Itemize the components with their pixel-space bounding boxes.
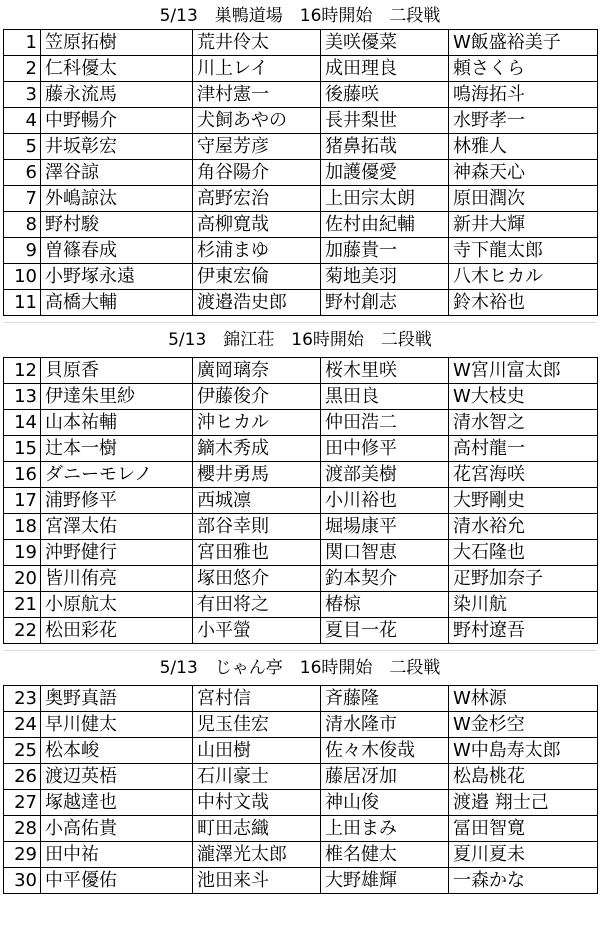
table-row (4, 212, 598, 238)
schedule-sheet (3, 3, 597, 894)
player-name-cell: 犬飼あやの (193, 108, 321, 134)
player-name-cell: 松島桃花 (449, 764, 598, 790)
match-number-cell: 12 (4, 358, 41, 384)
table-row (4, 30, 598, 56)
player-name-cell: 一森かな (449, 868, 598, 894)
table-row (4, 436, 598, 462)
player-name-cell: 渡邉 翔士己 (449, 790, 598, 816)
player-name-cell: 沖ヒカル (193, 410, 321, 436)
player-name-cell: 神山俊 (321, 790, 449, 816)
table-row (4, 842, 598, 868)
player-name-cell: 大野雄輝 (321, 868, 449, 894)
player-name-cell: 井坂彰宏 (41, 134, 193, 160)
match-number-cell: 29 (4, 842, 41, 868)
player-name-cell: 夏目一花 (321, 618, 449, 644)
player-name-cell: 宮田雅也 (193, 540, 321, 566)
match-number-cell: 14 (4, 410, 41, 436)
match-number-cell: 24 (4, 712, 41, 738)
player-name-cell: 佐村由紀輔 (321, 212, 449, 238)
player-name-cell: 野村駿 (41, 212, 193, 238)
player-name-cell: 斉藤隆 (321, 686, 449, 712)
player-name-cell: 新井大輝 (449, 212, 598, 238)
player-name-cell: 廣岡璃奈 (193, 358, 321, 384)
match-number-cell: 8 (4, 212, 41, 238)
table-row (4, 764, 598, 790)
player-name-cell: 松本峻 (41, 738, 193, 764)
player-name-cell: 水野孝一 (449, 108, 598, 134)
player-name-cell: 皆川侑亮 (41, 566, 193, 592)
table-row (4, 712, 598, 738)
match-table (3, 29, 598, 316)
player-name-cell: 加護優愛 (321, 160, 449, 186)
player-name-cell: 仲田浩二 (321, 410, 449, 436)
match-table-body (4, 30, 598, 316)
table-row (4, 186, 598, 212)
table-row (4, 290, 598, 316)
player-name-cell: 沖野健行 (41, 540, 193, 566)
player-name-cell: 長井梨世 (321, 108, 449, 134)
player-name-cell: 染川航 (449, 592, 598, 618)
player-name-cell: W大枝史 (449, 384, 598, 410)
player-name-cell: 林雅人 (449, 134, 598, 160)
player-name-cell: 山田樹 (193, 738, 321, 764)
player-name-cell: 関口智恵 (321, 540, 449, 566)
player-name-cell: 澤谷諒 (41, 160, 193, 186)
table-row (4, 358, 598, 384)
section-title: 5/13 錦江荘 16時開始 二段戦 (168, 330, 432, 350)
player-name-cell: 野村遼吾 (449, 618, 598, 644)
player-name-cell: 松田彩花 (41, 618, 193, 644)
player-name-cell: 山本祐輔 (41, 410, 193, 436)
player-name-cell: 原田潤次 (449, 186, 598, 212)
player-name-cell: 伊達朱里紗 (41, 384, 193, 410)
player-name-cell: 清水智之 (449, 410, 598, 436)
player-name-cell: 椿椋 (321, 592, 449, 618)
table-row (4, 790, 598, 816)
player-name-cell: 上田まみ (321, 816, 449, 842)
player-name-cell: 渡部美樹 (321, 462, 449, 488)
player-name-cell: 夏川夏未 (449, 842, 598, 868)
match-table-body (4, 358, 598, 644)
player-name-cell: 八木ヒカル (449, 264, 598, 290)
player-name-cell: 塚越達也 (41, 790, 193, 816)
player-name-cell: 渡邉浩史郎 (193, 290, 321, 316)
player-name-cell: 有田将之 (193, 592, 321, 618)
player-name-cell: 部谷幸則 (193, 514, 321, 540)
table-row (4, 410, 598, 436)
player-name-cell: 高村龍一 (449, 436, 598, 462)
player-name-cell: 宮澤太佑 (41, 514, 193, 540)
player-name-cell: 田中祐 (41, 842, 193, 868)
player-name-cell: 清水隆市 (321, 712, 449, 738)
table-row (4, 264, 598, 290)
player-name-cell: 菊地美羽 (321, 264, 449, 290)
player-name-cell: 櫻井勇馬 (193, 462, 321, 488)
player-name-cell: 冨田智寛 (449, 816, 598, 842)
match-number-cell: 4 (4, 108, 41, 134)
player-name-cell: 椎名健太 (321, 842, 449, 868)
match-number-cell: 18 (4, 514, 41, 540)
match-number-cell: 21 (4, 592, 41, 618)
player-name-cell: 神森天心 (449, 160, 598, 186)
player-name-cell: W飯盛裕美子 (449, 30, 598, 56)
player-name-cell: 小野塚永遠 (41, 264, 193, 290)
player-name-cell: 貝原香 (41, 358, 193, 384)
match-number-cell: 1 (4, 30, 41, 56)
table-row (4, 134, 598, 160)
match-number-cell: 13 (4, 384, 41, 410)
player-name-cell: 池田来斗 (193, 868, 321, 894)
player-name-cell: 花宮海咲 (449, 462, 598, 488)
player-name-cell: 杉浦まゆ (193, 238, 321, 264)
player-name-cell: ダニーモレノ (41, 462, 193, 488)
player-name-cell: 頼さくら (449, 56, 598, 82)
match-table-body (4, 686, 598, 894)
match-number-cell: 19 (4, 540, 41, 566)
player-name-cell: 笠原拓樹 (41, 30, 193, 56)
player-name-cell: 寺下龍太郎 (449, 238, 598, 264)
player-name-cell: W中島寿太郎 (449, 738, 598, 764)
player-name-cell: 西城凛 (193, 488, 321, 514)
player-name-cell: 浦野修平 (41, 488, 193, 514)
table-row (4, 238, 598, 264)
table-row (4, 384, 598, 410)
player-name-cell: 中平優佑 (41, 868, 193, 894)
player-name-cell: 中野暢介 (41, 108, 193, 134)
player-name-cell: 高柳寛哉 (193, 212, 321, 238)
player-name-cell: 田中修平 (321, 436, 449, 462)
table-row (4, 566, 598, 592)
player-name-cell: 児玉佳宏 (193, 712, 321, 738)
player-name-cell: W金杉空 (449, 712, 598, 738)
player-name-cell: 加藤貴一 (321, 238, 449, 264)
player-name-cell: 石川豪士 (193, 764, 321, 790)
player-name-cell: 中村文哉 (193, 790, 321, 816)
player-name-cell: 伊東宏倫 (193, 264, 321, 290)
player-name-cell: W宮川富太郎 (449, 358, 598, 384)
match-number-cell: 22 (4, 618, 41, 644)
player-name-cell: 後藤咲 (321, 82, 449, 108)
match-number-cell: 10 (4, 264, 41, 290)
player-name-cell: 荒井伶太 (193, 30, 321, 56)
player-name-cell: 渡辺英梧 (41, 764, 193, 790)
match-number-cell: 30 (4, 868, 41, 894)
player-name-cell: 外嶋諒汰 (41, 186, 193, 212)
match-number-cell: 9 (4, 238, 41, 264)
match-number-cell: 27 (4, 790, 41, 816)
player-name-cell: 鈴木裕也 (449, 290, 598, 316)
match-number-cell: 5 (4, 134, 41, 160)
player-name-cell: 高野宏治 (193, 186, 321, 212)
player-name-cell: 宮村信 (193, 686, 321, 712)
section-title: 5/13 巣鴨道場 16時開始 二段戦 (159, 6, 441, 26)
table-row (4, 82, 598, 108)
player-name-cell: 辻本一樹 (41, 436, 193, 462)
player-name-cell: 疋野加奈子 (449, 566, 598, 592)
match-number-cell: 7 (4, 186, 41, 212)
table-row (4, 514, 598, 540)
player-name-cell: 黒田良 (321, 384, 449, 410)
table-row (4, 618, 598, 644)
match-table (3, 685, 598, 894)
player-name-cell: 町田志織 (193, 816, 321, 842)
player-name-cell: 大野剛史 (449, 488, 598, 514)
table-row (4, 488, 598, 514)
player-name-cell: 鏑木秀成 (193, 436, 321, 462)
match-number-cell: 17 (4, 488, 41, 514)
table-row (4, 462, 598, 488)
player-name-cell: 上田宗太朗 (321, 186, 449, 212)
table-row (4, 816, 598, 842)
player-name-cell: 奥野真語 (41, 686, 193, 712)
player-name-cell: 鳴海拓斗 (449, 82, 598, 108)
match-number-cell: 3 (4, 82, 41, 108)
player-name-cell: 高橋大輔 (41, 290, 193, 316)
table-row (4, 592, 598, 618)
player-name-cell: 伊藤俊介 (193, 384, 321, 410)
table-row (4, 540, 598, 566)
table-row (4, 56, 598, 82)
player-name-cell: 清水裕允 (449, 514, 598, 540)
player-name-cell: 津村憲一 (193, 82, 321, 108)
match-table (3, 357, 598, 644)
match-number-cell: 16 (4, 462, 41, 488)
player-name-cell: 堀場康平 (321, 514, 449, 540)
match-number-cell: 2 (4, 56, 41, 82)
player-name-cell: 川上レイ (193, 56, 321, 82)
player-name-cell: 猪鼻拓哉 (321, 134, 449, 160)
player-name-cell: 小高佑貴 (41, 816, 193, 842)
player-name-cell: 野村創志 (321, 290, 449, 316)
match-number-cell: 11 (4, 290, 41, 316)
player-name-cell: 守屋芳彦 (193, 134, 321, 160)
player-name-cell: 瀧澤光太郎 (193, 842, 321, 868)
match-number-cell: 25 (4, 738, 41, 764)
player-name-cell: 仁科優太 (41, 56, 193, 82)
player-name-cell: 佐々木俊哉 (321, 738, 449, 764)
player-name-cell: 角谷陽介 (193, 160, 321, 186)
section-title: 5/13 じゃん亭 16時開始 二段戦 (159, 658, 441, 678)
player-name-cell: 美咲優菜 (321, 30, 449, 56)
player-name-cell: 早川健太 (41, 712, 193, 738)
player-name-cell: 大石隆也 (449, 540, 598, 566)
table-row (4, 868, 598, 894)
player-name-cell: 小川裕也 (321, 488, 449, 514)
match-number-cell: 28 (4, 816, 41, 842)
player-name-cell: 曽篠春成 (41, 238, 193, 264)
player-name-cell: 藤居冴加 (321, 764, 449, 790)
player-name-cell: 小原航太 (41, 592, 193, 618)
match-number-cell: 20 (4, 566, 41, 592)
table-row (4, 686, 598, 712)
player-name-cell: 成田理良 (321, 56, 449, 82)
match-number-cell: 15 (4, 436, 41, 462)
player-name-cell: 小平螢 (193, 618, 321, 644)
match-number-cell: 26 (4, 764, 41, 790)
match-number-cell: 23 (4, 686, 41, 712)
player-name-cell: 塚田悠介 (193, 566, 321, 592)
match-number-cell: 6 (4, 160, 41, 186)
table-row (4, 738, 598, 764)
player-name-cell: 藤永流馬 (41, 82, 193, 108)
player-name-cell: 桜木里咲 (321, 358, 449, 384)
player-name-cell: W林源 (449, 686, 598, 712)
table-row (4, 160, 598, 186)
player-name-cell: 釣本契介 (321, 566, 449, 592)
table-row (4, 108, 598, 134)
